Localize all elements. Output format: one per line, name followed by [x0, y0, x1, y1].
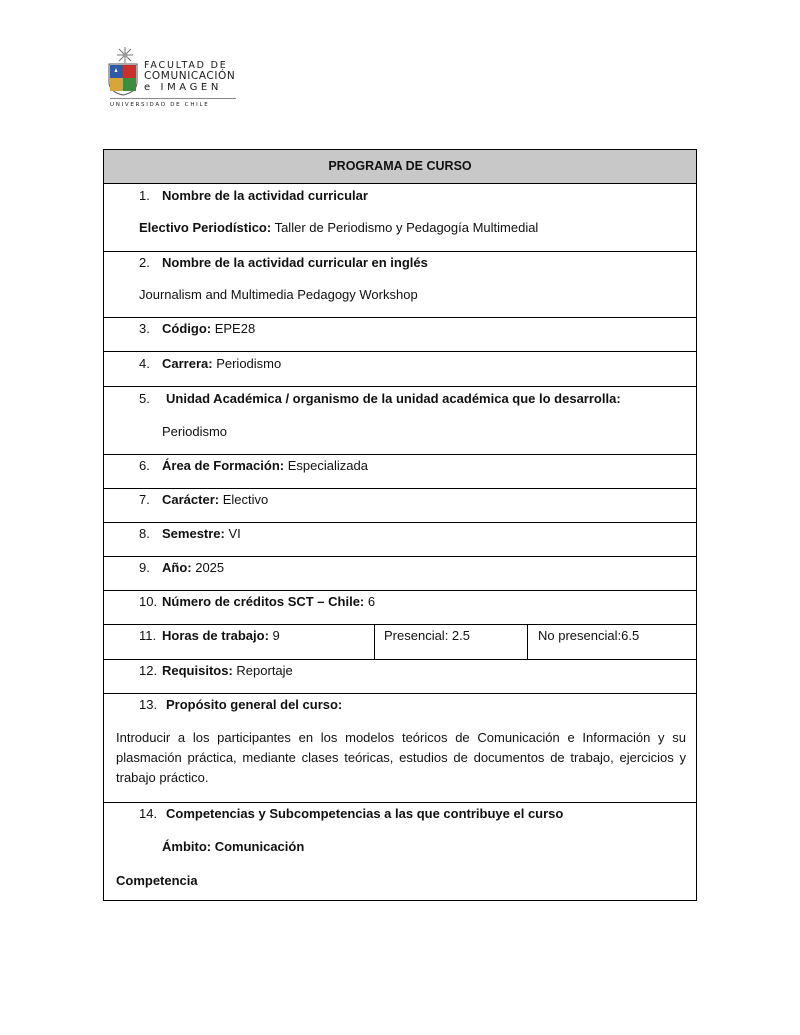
item-label: Número de créditos SCT – Chile:: [162, 594, 365, 609]
logo-line-2: COMUNICACIÓN: [144, 70, 236, 82]
item-value: Reportaje: [232, 663, 293, 678]
item-label: Nombre de la actividad curricular en inglés: [162, 255, 428, 270]
row-career: [104, 351, 696, 386]
value-text: Taller de Periodismo y Pedagogía Multimedial: [271, 220, 539, 235]
item-text: [162, 492, 268, 507]
university-shield-icon: [108, 62, 138, 96]
item-value: 9: [268, 628, 280, 643]
item-value: VI: [224, 526, 241, 541]
item-label: Nombre de la actividad curricular: [162, 188, 368, 203]
course-program-table: [103, 149, 697, 901]
item-number: 8.: [139, 526, 150, 541]
row-course-name-english: [104, 251, 696, 317]
item-number: 7.: [139, 492, 150, 507]
cell-divider: [374, 625, 375, 659]
item-value: 6: [364, 594, 376, 609]
item-number: 10.: [139, 594, 158, 609]
item-label: Requisitos:: [162, 663, 233, 678]
item-label: Año:: [162, 560, 192, 575]
logo-wordmark: [144, 60, 235, 93]
item-text: [162, 628, 280, 643]
item-value: Journalism and Multimedia Pedagogy Workshop: [139, 287, 418, 302]
row-training-area: [104, 454, 696, 488]
item-number: 4.: [139, 356, 150, 371]
row-competencies: [104, 802, 696, 900]
row-credits: [104, 590, 696, 624]
logo-line-1: FACULTAD DE: [144, 60, 228, 71]
competence-heading: Competencia: [116, 873, 198, 888]
item-number: 5.: [139, 391, 150, 406]
scope-label: Ámbito: Comunicación: [162, 839, 305, 854]
row-work-hours: [104, 624, 696, 659]
item-text: [162, 458, 368, 473]
item-number: 1.: [139, 188, 150, 203]
item-number: 11.: [139, 628, 157, 643]
item-label: Propósito general del curso:: [166, 697, 343, 712]
item-number: 14.: [139, 806, 158, 821]
item-text: [162, 663, 293, 678]
logo-university: UNIVERSIDAD DE CHILE: [110, 102, 210, 108]
item-label: Código:: [162, 321, 212, 336]
row-year: [104, 556, 696, 590]
item-number: 9.: [139, 560, 150, 575]
cell-divider: [527, 625, 528, 659]
purpose-paragraph: Introducir a los participantes en los modelos teóricos de Comunicación e Información y su plasmación práctica, mediante clases teóricas, estudios de documentos de trabajo, ejercicios y trabajo práctico.: [116, 730, 686, 785]
item-number: 13.: [139, 697, 158, 712]
item-label: Unidad Académica / organismo de la unidad académica que lo desarrolla:: [166, 391, 621, 406]
item-value: [139, 220, 538, 235]
item-text: [162, 356, 281, 371]
item-label: Área de Formación:: [162, 458, 285, 473]
logo-divider: [110, 98, 236, 99]
row-requirements: [104, 659, 696, 693]
item-text: [162, 560, 224, 575]
item-label: Carrera:: [162, 356, 213, 371]
item-number: 3.: [139, 321, 150, 336]
item-value: 2025: [191, 560, 225, 575]
value-label: Electivo Periodístico:: [139, 220, 272, 235]
row-academic-unit: [104, 386, 696, 454]
row-course-name: [104, 183, 696, 251]
item-number: 12.: [139, 663, 158, 678]
row-character: [104, 488, 696, 522]
presencial-hours: Presencial: 2.5: [384, 628, 470, 643]
item-number: 2.: [139, 255, 150, 270]
row-general-purpose: [104, 693, 696, 802]
item-label: Competencias y Subcompetencias a las que contribuye el curso: [166, 806, 564, 821]
item-number: 6.: [139, 458, 150, 473]
item-value: EPE28: [211, 321, 256, 336]
item-text: [162, 594, 375, 609]
item-value: Electivo: [219, 492, 269, 507]
row-semester: [104, 522, 696, 556]
item-text: [162, 526, 241, 541]
item-label: Semestre:: [162, 526, 225, 541]
item-text: [162, 321, 255, 336]
non-presencial-hours: No presencial:6.5: [538, 628, 640, 643]
logo-line-3: e IMAGEN: [144, 82, 222, 93]
table-header: PROGRAMA DE CURSO: [104, 150, 696, 183]
faculty-logo: [108, 46, 248, 112]
item-label: Carácter:: [162, 492, 220, 507]
item-value: Periodismo: [162, 424, 228, 439]
item-value: Especializada: [284, 458, 368, 473]
item-value: Periodismo: [212, 356, 282, 371]
item-label: Horas de trabajo:: [162, 628, 269, 643]
row-code: [104, 317, 696, 351]
